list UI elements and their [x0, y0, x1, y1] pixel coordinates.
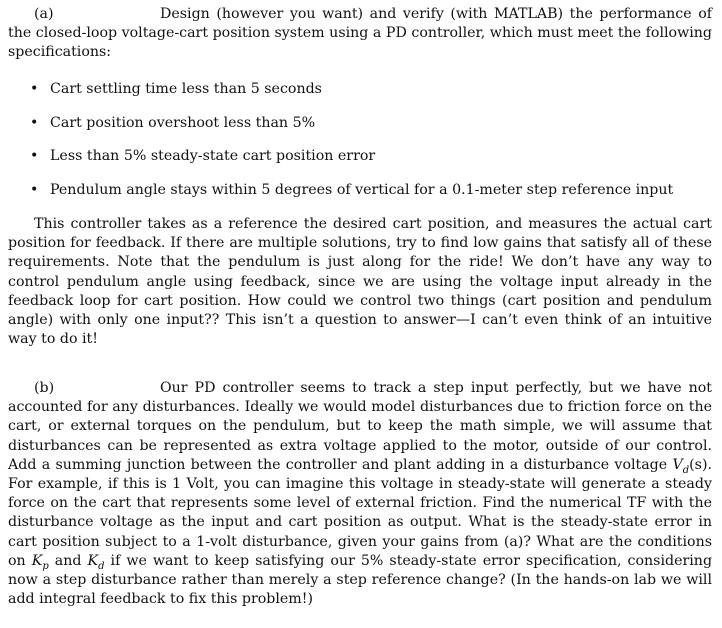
specification-list — [8, 80, 712, 200]
part-a-body-text: This controller takes as a reference the desired cart position, and measures the actual cart position for feedback. If there are multiple solutions, try to find low gains that satisfy all of these requirements. Note that the pendulum is just along for the ride! We don’t have any way to control pendulum angle using feedback, since we are using the voltage input already in the feedback loop for cart position. How could we control two things (cart position and pendulum angle) with only one input?? This isn’t a question to answer—I can’t even think of an intuitive way to do it! — [8, 216, 712, 348]
list-item: • Cart settling time less than 5 seconds — [30, 81, 322, 97]
part-b-label: (b) — [34, 380, 55, 396]
bullet-icon: • — [30, 81, 39, 97]
bullet-icon: • — [30, 114, 39, 131]
part-a-body — [8, 215, 712, 349]
list-item: • Less than 5% steady-state cart position error — [30, 148, 376, 164]
part-a-intro-text: Design (however you want) and verify (with MATLAB) the performance of the closed-loop voltage-cart position system using a PD controller, which must meet the following specifications: — [8, 6, 712, 61]
list-item: • Pendulum angle stays within 5 degrees of vertical for a 0.1-meter step reference input — [30, 181, 674, 198]
vd-symbol: $V_d$ — [672, 456, 690, 476]
part-a-label: (a) — [34, 6, 54, 22]
kd-symbol: $K_d$ — [87, 552, 105, 572]
kp-symbol: $K_p$ — [31, 552, 49, 572]
list-item: • Cart position overshoot less than 5% — [30, 114, 316, 131]
part-b-paragraph: (b) Our PD controller seems to track a step input perfectly, but we have not accounted for any disturbances. Ideally we would model disturbances due to friction force on the cart, or external torques on the pendulum, but to keep the math simple, we will assume that disturbances can be represented as extra voltage applied to the motor, outside of our control. Add a summing junction between the controller and plant adding in a disturbance voltage $V_d(s)$. For example, if this is 1 Volt, you can imagine this voltage in steady-state will generate a steady force on the cart that represents some level of external friction. Find the numerical TF with the disturbance voltage as the input and cart position as output. What is the steady-state error in cart position subject to a 1-volt disturbance, given your gains from (a)? What are the conditions on $K_p$ and $K_d$ if we want to keep satisfying our 5% steady-state error specification, considering now a step disturbance rather than merely a step reference change? (In the hands-on lab we will add integral feedback to fix this problem!) — [8, 380, 713, 608]
bullet-icon: • — [30, 181, 39, 198]
part-a-intro — [8, 5, 712, 63]
bullet-icon: • — [30, 148, 39, 164]
